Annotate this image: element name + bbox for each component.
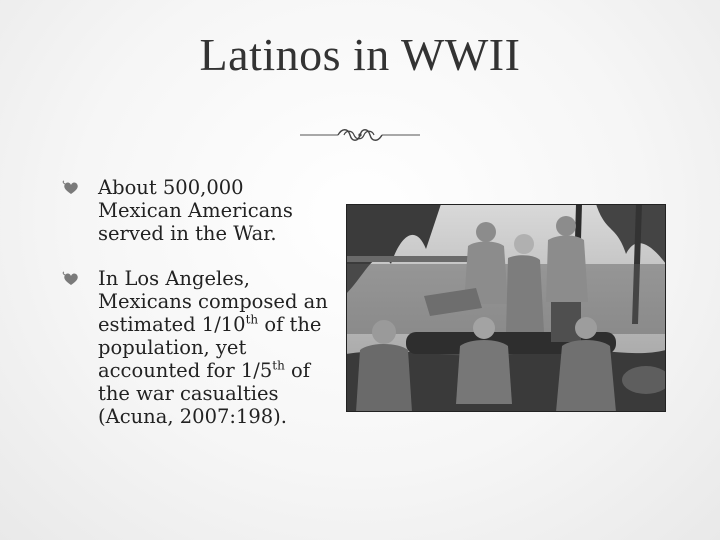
- scroll-divider-ornament-icon: [298, 124, 422, 146]
- historical-photo-soldiers: [346, 204, 666, 412]
- bullet-item: [62, 176, 332, 245]
- ordinal-superscript: th: [245, 312, 259, 327]
- slide-title: Latinos in WWII: [199, 29, 521, 80]
- floral-heart-bullet-icon: [62, 271, 80, 287]
- bullet-list: [62, 176, 332, 450]
- bullet-text-part: In Los Angeles, Mexicans composed an estimated 1/10: [98, 267, 328, 336]
- floral-heart-bullet-icon: [62, 180, 80, 196]
- bullet-text-part: of the population, yet accounted for 1/5: [98, 313, 322, 382]
- bullet-text: About 500,000 Mexican Americans served in the War.: [98, 176, 293, 245]
- ordinal-superscript: th: [272, 358, 285, 373]
- bullet-text-part: of the war casualties (Acuna, 2007:198).: [98, 359, 310, 428]
- bullet-item: [62, 267, 332, 428]
